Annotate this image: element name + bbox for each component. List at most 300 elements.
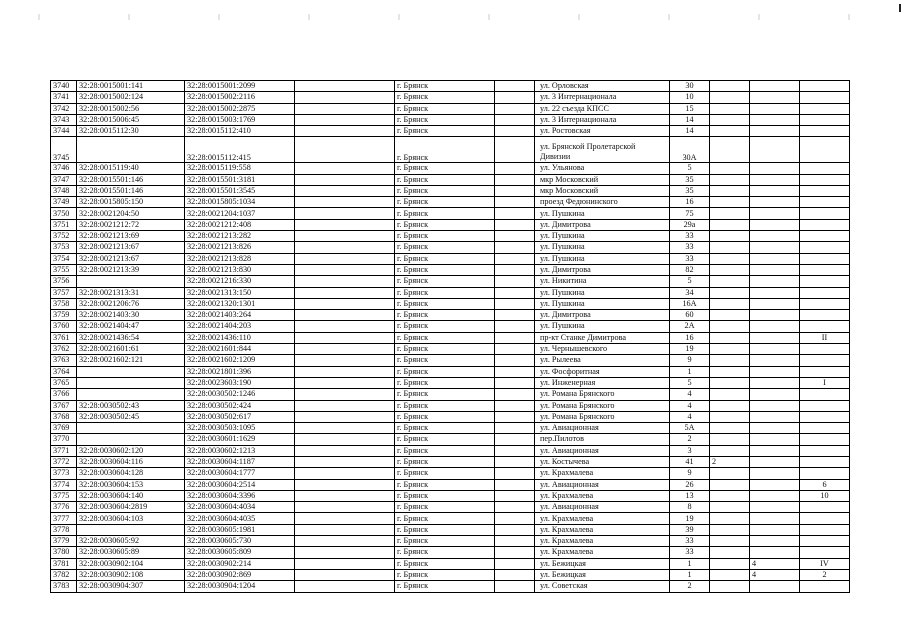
apartment-cell: [710, 321, 750, 332]
land-cadastral-number: [77, 137, 185, 163]
house-number-cell: 33: [670, 536, 710, 547]
city-cell: г. Брянск: [395, 287, 495, 298]
house-number-cell: 4: [670, 389, 710, 400]
section-cell: [800, 310, 850, 321]
street-cell: ул. Никитина: [535, 276, 670, 287]
city-cell: г. Брянск: [395, 81, 495, 92]
building-cadastral-number: 32:28:0030902:214: [185, 558, 295, 569]
land-cadastral-number: 32:28:0015002:124: [77, 92, 185, 103]
empty-cell: [495, 423, 535, 434]
apartment-cell: [710, 569, 750, 580]
building-cadastral-number: 32:28:0015501:3181: [185, 174, 295, 185]
empty-cell: [495, 174, 535, 185]
empty-cell: [295, 344, 395, 355]
building-part-cell: [750, 137, 800, 163]
building-cadastral-number: 32:28:0030904:1204: [185, 581, 295, 592]
street-cell: ул. Пушкина: [535, 208, 670, 219]
city-cell: г. Брянск: [395, 231, 495, 242]
row-number: 3755: [51, 264, 77, 275]
city-cell: г. Брянск: [395, 502, 495, 513]
building-part-cell: [750, 513, 800, 524]
table-row: [51, 174, 850, 185]
building-part-cell: [750, 457, 800, 468]
section-cell: [800, 185, 850, 196]
building-cadastral-number: 32:28:0021216:330: [185, 276, 295, 287]
table-row: [51, 400, 850, 411]
apartment-cell: [710, 276, 750, 287]
table-row: [51, 114, 850, 125]
house-number-cell: 14: [670, 126, 710, 137]
city-cell: г. Брянск: [395, 389, 495, 400]
row-number: 3771: [51, 445, 77, 456]
row-number: 3777: [51, 513, 77, 524]
table-row: [51, 468, 850, 479]
house-number-cell: 16А: [670, 298, 710, 309]
land-cadastral-number: [77, 366, 185, 377]
land-cadastral-number: 32:28:0015501:146: [77, 185, 185, 196]
building-part-cell: [750, 389, 800, 400]
street-cell: ул. Крахмалева: [535, 524, 670, 535]
row-number: 3779: [51, 536, 77, 547]
apartment-cell: [710, 558, 750, 569]
city-cell: г. Брянск: [395, 298, 495, 309]
land-cadastral-number: 32:28:0030604:2819: [77, 502, 185, 513]
table-row: [51, 434, 850, 445]
building-part-cell: [750, 366, 800, 377]
house-number-cell: 1: [670, 569, 710, 580]
street-cell: ул. Крахмалева: [535, 490, 670, 501]
building-part-cell: [750, 468, 800, 479]
section-cell: II: [800, 332, 850, 343]
empty-cell: [495, 287, 535, 298]
house-number-cell: 10: [670, 92, 710, 103]
table-row: [51, 264, 850, 275]
register-rows: [51, 81, 850, 593]
street-cell: ул. Пушкина: [535, 242, 670, 253]
apartment-cell: [710, 513, 750, 524]
building-part-cell: [750, 434, 800, 445]
apartment-cell: [710, 479, 750, 490]
empty-cell: [295, 92, 395, 103]
apartment-cell: [710, 298, 750, 309]
table-row: [51, 344, 850, 355]
empty-cell: [495, 92, 535, 103]
apartment-cell: [710, 524, 750, 535]
table-row: [51, 332, 850, 343]
table-row: [51, 479, 850, 490]
table-row: [51, 321, 850, 332]
apartment-cell: [710, 287, 750, 298]
row-number: 3776: [51, 502, 77, 513]
house-number-cell: 1: [670, 366, 710, 377]
table-row: [51, 298, 850, 309]
section-cell: [800, 126, 850, 137]
section-cell: [800, 536, 850, 547]
section-cell: [800, 197, 850, 208]
row-number: 3741: [51, 92, 77, 103]
land-cadastral-number: 32:28:0030605:92: [77, 536, 185, 547]
table-row: [51, 253, 850, 264]
empty-cell: [295, 558, 395, 569]
street-cell: ул. Пушкина: [535, 231, 670, 242]
land-cadastral-number: 32:28:0015002:56: [77, 103, 185, 114]
empty-cell: [295, 524, 395, 535]
building-cadastral-number: 32:28:0030604:4035: [185, 513, 295, 524]
city-cell: г. Брянск: [395, 479, 495, 490]
empty-cell: [495, 479, 535, 490]
city-cell: г. Брянск: [395, 310, 495, 321]
empty-cell: [495, 264, 535, 275]
land-cadastral-number: 32:28:0021213:67: [77, 242, 185, 253]
empty-cell: [495, 434, 535, 445]
city-cell: г. Брянск: [395, 400, 495, 411]
street-cell: ул. Рылеева: [535, 355, 670, 366]
table-row: [51, 219, 850, 230]
building-cadastral-number: 32:28:0021213:826: [185, 242, 295, 253]
section-cell: [800, 389, 850, 400]
row-number: 3740: [51, 81, 77, 92]
building-cadastral-number: 32:28:0030502:424: [185, 400, 295, 411]
building-part-cell: [750, 81, 800, 92]
building-part-cell: 4: [750, 569, 800, 580]
apartment-cell: [710, 344, 750, 355]
building-cadastral-number: 32:28:0030601:1629: [185, 434, 295, 445]
house-number-cell: 30: [670, 81, 710, 92]
city-cell: г. Брянск: [395, 547, 495, 558]
street-cell: ул. 3 Интернационала: [535, 92, 670, 103]
house-number-cell: 15: [670, 103, 710, 114]
building-part-cell: [750, 502, 800, 513]
house-number-cell: 13: [670, 490, 710, 501]
house-number-cell: 1: [670, 558, 710, 569]
empty-cell: [295, 163, 395, 174]
street-cell: ул. Костычева: [535, 457, 670, 468]
row-number: 3767: [51, 400, 77, 411]
house-number-cell: 33: [670, 547, 710, 558]
building-part-cell: [750, 411, 800, 422]
house-number-cell: 2А: [670, 321, 710, 332]
section-cell: [800, 276, 850, 287]
building-cadastral-number: 32:28:0015501:3545: [185, 185, 295, 196]
street-cell: ул. Крахмалева: [535, 468, 670, 479]
section-cell: [800, 219, 850, 230]
building-cadastral-number: 32:28:0030503:1095: [185, 423, 295, 434]
empty-cell: [495, 513, 535, 524]
building-part-cell: [750, 344, 800, 355]
section-cell: [800, 242, 850, 253]
empty-cell: [295, 581, 395, 592]
building-cadastral-number: 32:28:0015112:410: [185, 126, 295, 137]
empty-cell: [495, 366, 535, 377]
apartment-cell: [710, 231, 750, 242]
building-part-cell: [750, 126, 800, 137]
building-part-cell: [750, 310, 800, 321]
table-row: [51, 137, 850, 163]
empty-cell: [295, 253, 395, 264]
building-part-cell: [750, 536, 800, 547]
apartment-cell: [710, 253, 750, 264]
building-cadastral-number: 32:28:0030604:1187: [185, 457, 295, 468]
apartment-cell: [710, 366, 750, 377]
row-number: 3749: [51, 197, 77, 208]
house-number-cell: 5: [670, 163, 710, 174]
apartment-cell: [710, 411, 750, 422]
street-cell: ул. Ростовская: [535, 126, 670, 137]
section-cell: [800, 81, 850, 92]
house-number-cell: 33: [670, 253, 710, 264]
street-cell: ул. Пушкина: [535, 253, 670, 264]
table-row: [51, 547, 850, 558]
street-cell: ул. Бежицкая: [535, 569, 670, 580]
table-row: [51, 558, 850, 569]
house-number-cell: 8: [670, 502, 710, 513]
table-row: [51, 524, 850, 535]
table-row: [51, 92, 850, 103]
empty-cell: [295, 434, 395, 445]
section-cell: [800, 114, 850, 125]
empty-cell: [295, 457, 395, 468]
empty-cell: [295, 298, 395, 309]
scan-artifact: [0, 14, 905, 20]
city-cell: г. Брянск: [395, 366, 495, 377]
row-number: 3768: [51, 411, 77, 422]
row-number: 3757: [51, 287, 77, 298]
land-cadastral-number: [77, 434, 185, 445]
street-cell: ул. Димитрова: [535, 264, 670, 275]
building-cadastral-number: 32:28:0030605:1981: [185, 524, 295, 535]
empty-cell: [495, 137, 535, 163]
house-number-cell: 26: [670, 479, 710, 490]
building-cadastral-number: 32:28:0021320:1301: [185, 298, 295, 309]
row-number: 3746: [51, 163, 77, 174]
land-cadastral-number: [77, 377, 185, 388]
street-cell: ул. Авиационная: [535, 502, 670, 513]
land-cadastral-number: 32:28:0030604:103: [77, 513, 185, 524]
building-cadastral-number: 32:28:0021404:203: [185, 321, 295, 332]
apartment-cell: [710, 174, 750, 185]
section-cell: [800, 264, 850, 275]
city-cell: г. Брянск: [395, 321, 495, 332]
land-cadastral-number: 32:28:0030605:89: [77, 547, 185, 558]
section-cell: [800, 513, 850, 524]
land-cadastral-number: [77, 524, 185, 535]
building-part-cell: [750, 114, 800, 125]
apartment-cell: [710, 264, 750, 275]
section-cell: [800, 174, 850, 185]
row-number: 3756: [51, 276, 77, 287]
building-cadastral-number: 32:28:0030604:3396: [185, 490, 295, 501]
building-part-cell: [750, 276, 800, 287]
land-cadastral-number: 32:28:0030602:120: [77, 445, 185, 456]
building-cadastral-number: 32:28:0021204:1037: [185, 208, 295, 219]
row-number: 3753: [51, 242, 77, 253]
empty-cell: [295, 287, 395, 298]
city-cell: г. Брянск: [395, 103, 495, 114]
table-row: [51, 126, 850, 137]
empty-cell: [295, 81, 395, 92]
table-row: [51, 163, 850, 174]
city-cell: г. Брянск: [395, 163, 495, 174]
row-number: 3773: [51, 468, 77, 479]
row-number: 3744: [51, 126, 77, 137]
street-cell: ул. Бежицкая: [535, 558, 670, 569]
empty-cell: [295, 536, 395, 547]
city-cell: г. Брянск: [395, 137, 495, 163]
city-cell: г. Брянск: [395, 276, 495, 287]
land-cadastral-number: 32:28:0030502:43: [77, 400, 185, 411]
empty-cell: [295, 445, 395, 456]
empty-cell: [295, 242, 395, 253]
land-cadastral-number: 32:28:0015805:150: [77, 197, 185, 208]
city-cell: г. Брянск: [395, 92, 495, 103]
empty-cell: [495, 219, 535, 230]
row-number: 3760: [51, 321, 77, 332]
row-number: 3774: [51, 479, 77, 490]
apartment-cell: [710, 208, 750, 219]
empty-cell: [495, 457, 535, 468]
section-cell: [800, 298, 850, 309]
row-number: 3766: [51, 389, 77, 400]
land-cadastral-number: 32:28:0030902:104: [77, 558, 185, 569]
row-number: 3745: [51, 137, 77, 163]
building-part-cell: [750, 208, 800, 219]
empty-cell: [495, 231, 535, 242]
building-part-cell: [750, 174, 800, 185]
apartment-cell: [710, 377, 750, 388]
building-cadastral-number: 32:28:0030605:730: [185, 536, 295, 547]
empty-cell: [495, 355, 535, 366]
apartment-cell: [710, 185, 750, 196]
section-cell: 2: [800, 569, 850, 580]
section-cell: [800, 434, 850, 445]
empty-cell: [295, 366, 395, 377]
empty-cell: [295, 321, 395, 332]
address-register-table: [50, 80, 850, 593]
street-cell: мкр Московский: [535, 185, 670, 196]
building-part-cell: [750, 231, 800, 242]
land-cadastral-number: 32:28:0015006:45: [77, 114, 185, 125]
building-cadastral-number: 32:28:0030604:1777: [185, 468, 295, 479]
land-cadastral-number: 32:28:0021213:67: [77, 253, 185, 264]
city-cell: г. Брянск: [395, 457, 495, 468]
section-cell: [800, 163, 850, 174]
street-cell: проезд Федюнинского: [535, 197, 670, 208]
city-cell: г. Брянск: [395, 253, 495, 264]
building-part-cell: [750, 298, 800, 309]
empty-cell: [495, 344, 535, 355]
apartment-cell: [710, 434, 750, 445]
building-cadastral-number: 32:28:0021601:844: [185, 344, 295, 355]
section-cell: [800, 321, 850, 332]
apartment-cell: [710, 581, 750, 592]
house-number-cell: 5: [670, 377, 710, 388]
empty-cell: [295, 400, 395, 411]
empty-cell: [295, 468, 395, 479]
empty-cell: [495, 377, 535, 388]
apartment-cell: [710, 126, 750, 137]
empty-cell: [295, 513, 395, 524]
building-part-cell: [750, 355, 800, 366]
house-number-cell: 2: [670, 434, 710, 445]
row-number: 3778: [51, 524, 77, 535]
building-part-cell: [750, 377, 800, 388]
house-number-cell: 35: [670, 174, 710, 185]
building-cadastral-number: 32:28:0015002:2116: [185, 92, 295, 103]
land-cadastral-number: 32:28:0021204:50: [77, 208, 185, 219]
city-cell: г. Брянск: [395, 536, 495, 547]
row-number: 3782: [51, 569, 77, 580]
city-cell: г. Брянск: [395, 569, 495, 580]
land-cadastral-number: 32:28:0021313:31: [77, 287, 185, 298]
empty-cell: [495, 298, 535, 309]
street-cell: ул. Брянской Пролетарской Дивизии: [535, 137, 670, 163]
table-row: [51, 502, 850, 513]
table-row: [51, 103, 850, 114]
city-cell: г. Брянск: [395, 208, 495, 219]
building-cadastral-number: 32:28:0015003:1769: [185, 114, 295, 125]
empty-cell: [495, 197, 535, 208]
city-cell: г. Брянск: [395, 490, 495, 501]
section-cell: [800, 253, 850, 264]
apartment-cell: [710, 445, 750, 456]
empty-cell: [295, 114, 395, 125]
street-cell: ул. Авиационная: [535, 445, 670, 456]
empty-cell: [495, 126, 535, 137]
table-row: [51, 355, 850, 366]
building-cadastral-number: 32:28:0021436:110: [185, 332, 295, 343]
empty-cell: [495, 536, 535, 547]
table-row: [51, 445, 850, 456]
street-cell: пр-кт Станке Димитрова: [535, 332, 670, 343]
section-cell: [800, 208, 850, 219]
building-part-cell: [750, 264, 800, 275]
empty-cell: [295, 389, 395, 400]
city-cell: г. Брянск: [395, 332, 495, 343]
row-number: 3764: [51, 366, 77, 377]
empty-cell: [295, 502, 395, 513]
empty-cell: [295, 137, 395, 163]
empty-cell: [295, 231, 395, 242]
section-cell: [800, 423, 850, 434]
land-cadastral-number: 32:28:0021213:69: [77, 231, 185, 242]
table-row: [51, 81, 850, 92]
row-number: 3752: [51, 231, 77, 242]
table-row: [51, 423, 850, 434]
table-row: [51, 276, 850, 287]
building-cadastral-number: 32:28:0021801:396: [185, 366, 295, 377]
land-cadastral-number: [77, 423, 185, 434]
empty-cell: [295, 547, 395, 558]
land-cadastral-number: 32:28:0021213:39: [77, 264, 185, 275]
city-cell: г. Брянск: [395, 219, 495, 230]
empty-cell: [495, 242, 535, 253]
street-cell: пер.Пилотов: [535, 434, 670, 445]
street-cell: ул. 3 Интернационала: [535, 114, 670, 125]
house-number-cell: 2: [670, 581, 710, 592]
street-cell: ул. Ульянова: [535, 163, 670, 174]
house-number-cell: 33: [670, 242, 710, 253]
building-cadastral-number: 32:28:0030605:809: [185, 547, 295, 558]
empty-cell: [295, 490, 395, 501]
empty-cell: [495, 253, 535, 264]
city-cell: г. Брянск: [395, 445, 495, 456]
section-cell: IV: [800, 558, 850, 569]
section-cell: [800, 457, 850, 468]
empty-cell: [495, 490, 535, 501]
building-cadastral-number: 32:28:0021213:830: [185, 264, 295, 275]
building-part-cell: [750, 197, 800, 208]
empty-cell: [295, 411, 395, 422]
